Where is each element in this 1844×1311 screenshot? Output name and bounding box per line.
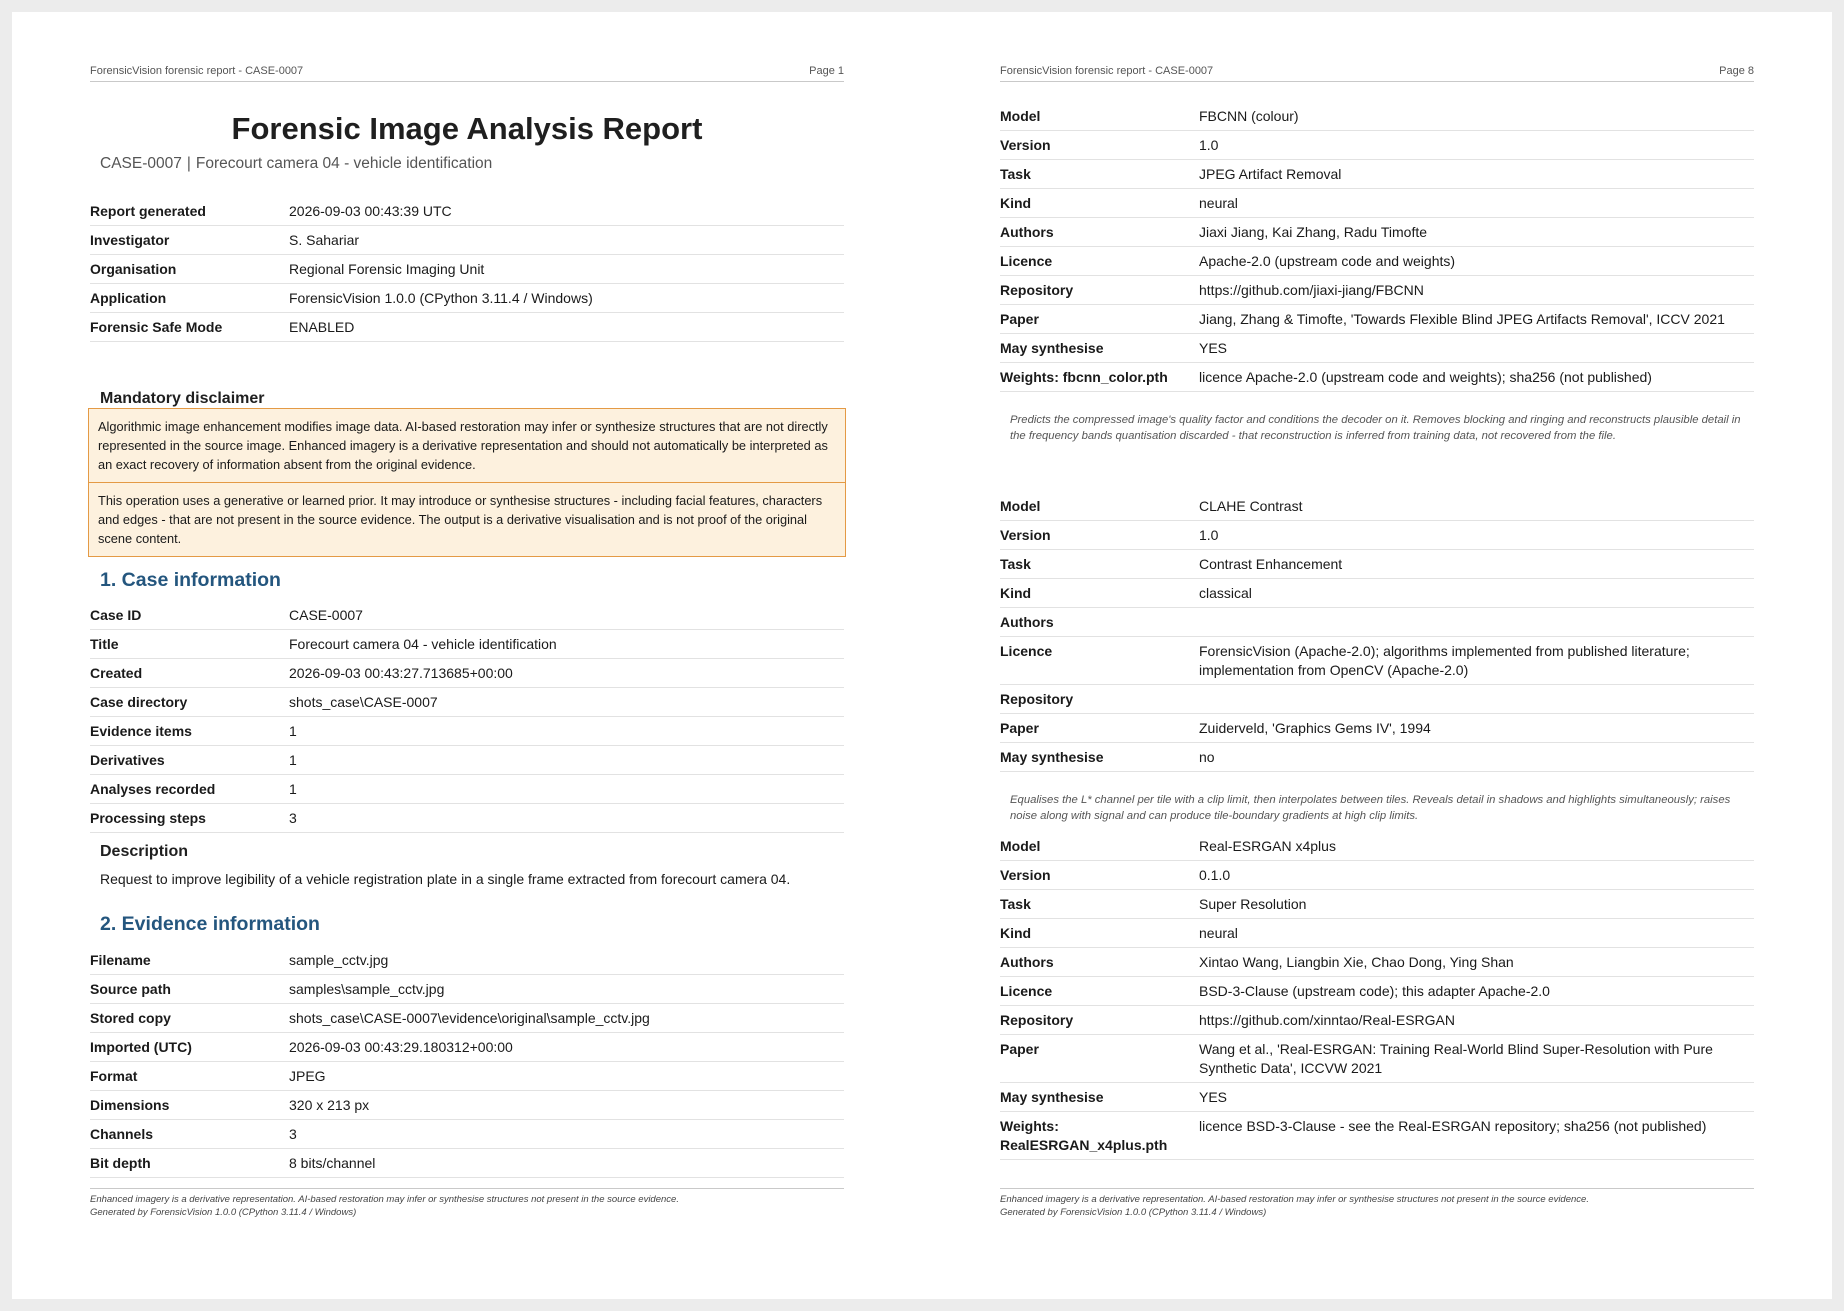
field-value: Real-ESRGAN x4plus (1199, 832, 1754, 861)
page-number: Page 8 (1719, 65, 1754, 77)
field-label: May synthesise (1000, 743, 1199, 772)
evidence-information-section (90, 946, 844, 1178)
field-value: 1.0 (1199, 521, 1754, 550)
table-row (1000, 714, 1754, 743)
field-label: Channels (90, 1120, 289, 1149)
field-value: 1.0 (1199, 131, 1754, 160)
field-value: 1 (289, 717, 844, 746)
table-row (90, 226, 844, 255)
footer-generator: Generated by ForensicVision 1.0.0 (CPython 3.11.4 / Windows) (1000, 1207, 1267, 1218)
field-label: Kind (1000, 919, 1199, 948)
field-value: shots_case\CASE-0007 (289, 688, 844, 717)
table-row (90, 659, 844, 688)
field-label: Licence (1000, 637, 1199, 685)
table-row (90, 630, 844, 659)
field-value: 3 (289, 1120, 844, 1149)
report-meta-section (90, 197, 844, 342)
table-row (1000, 919, 1754, 948)
field-label: Source path (90, 975, 289, 1004)
model-card-fbcnn (1000, 102, 1754, 444)
section-heading-case-information: 1. Case information (100, 569, 281, 591)
field-label: Version (1000, 521, 1199, 550)
field-value: 0.1.0 (1199, 861, 1754, 890)
table-row (1000, 363, 1754, 392)
report-meta-rows (90, 197, 844, 342)
case-information-rows (90, 601, 844, 833)
field-label: Report generated (90, 197, 289, 226)
table-row (90, 313, 844, 342)
field-label: Evidence items (90, 717, 289, 746)
field-value: shots_case\CASE-0007\evidence\original\sample_cctv.jpg (289, 1004, 844, 1033)
page-header (90, 65, 844, 82)
field-label: Filename (90, 946, 289, 975)
field-value: licence Apache-2.0 (upstream code and weights); sha256 (not published) (1199, 363, 1754, 392)
field-label: Application (90, 284, 289, 313)
subtitle-case-title: Forecourt camera 04 - vehicle identification (195, 155, 493, 172)
field-label: Paper (1000, 714, 1199, 743)
field-label: Model (1000, 102, 1199, 131)
evidence-information-rows (90, 946, 844, 1178)
table-row (90, 601, 844, 630)
footer-generator: Generated by ForensicVision 1.0.0 (CPython 3.11.4 / Windows) (90, 1207, 357, 1218)
page-footer (1000, 1188, 1754, 1219)
table-row (1000, 1112, 1754, 1160)
field-value: ForensicVision (Apache-2.0); algorithms implemented from published literature; implementation from OpenCV (Apache-2.0) (1199, 637, 1754, 685)
table-row (90, 775, 844, 804)
table-row (1000, 131, 1754, 160)
table-row (1000, 1083, 1754, 1112)
evidence-information-table (90, 946, 844, 1178)
field-value: Forecourt camera 04 - vehicle identification (289, 630, 844, 659)
field-value: CASE-0007 (289, 601, 844, 630)
field-value: neural (1199, 189, 1754, 218)
disclaimer-paragraph: This operation uses a generative or learned prior. It may introduce or synthesise structures - including facial features, characters and edges - that are not present in the source evidence. The output is a derivative visualisation and is not proof of the original scene content. (89, 482, 845, 556)
disclaimer-heading: Mandatory disclaimer (100, 390, 265, 407)
field-value: JPEG (289, 1062, 844, 1091)
disclaimer-paragraph: Algorithmic image enhancement modifies image data. AI-based restoration may infer or synthesize structures that are not directly represented in the source image. Enhanced imagery is a derivative representation and should not automatically be interpreted as an exact recovery of information absent from the original evidence. (98, 419, 828, 472)
field-label: Dimensions (90, 1091, 289, 1120)
field-value (1199, 608, 1754, 637)
table-row (90, 1062, 844, 1091)
field-label: Created (90, 659, 289, 688)
field-value: samples\sample_cctv.jpg (289, 975, 844, 1004)
report-viewer (12, 12, 1832, 1299)
table-row (1000, 890, 1754, 919)
table-row (1000, 492, 1754, 521)
model-table (1000, 492, 1754, 772)
field-value: Jiaxi Jiang, Kai Zhang, Radu Timofte (1199, 218, 1754, 247)
field-label: Task (1000, 890, 1199, 919)
model-rows (1000, 832, 1754, 1160)
table-row (1000, 160, 1754, 189)
table-row (90, 1120, 844, 1149)
description-heading: Description (100, 843, 189, 860)
table-row (90, 255, 844, 284)
model-rows (1000, 492, 1754, 772)
table-row (1000, 685, 1754, 714)
field-value: 2026-09-03 00:43:39 UTC (289, 197, 844, 226)
table-row (1000, 102, 1754, 131)
field-label: Paper (1000, 1035, 1199, 1083)
report-subtitle (100, 155, 492, 173)
table-row (1000, 948, 1754, 977)
field-label: Derivatives (90, 746, 289, 775)
field-label: May synthesise (1000, 1083, 1199, 1112)
description-text: Request to improve legibility of a vehicle registration plate in a single frame extracted from forecourt camera 04. (100, 871, 791, 887)
field-value: 2026-09-03 00:43:29.180312+00:00 (289, 1033, 844, 1062)
table-row (1000, 608, 1754, 637)
table-row (90, 804, 844, 833)
field-label: Model (1000, 832, 1199, 861)
field-label: Licence (1000, 247, 1199, 276)
field-value: classical (1199, 579, 1754, 608)
field-label: Case directory (90, 688, 289, 717)
field-label: Task (1000, 550, 1199, 579)
field-label: Authors (1000, 608, 1199, 637)
page-header (1000, 65, 1754, 82)
field-value: ForensicVision 1.0.0 (CPython 3.11.4 / Windows) (289, 284, 844, 313)
field-label: Weights: fbcnn_color.pth (1000, 363, 1199, 392)
page-footer (90, 1188, 844, 1219)
table-row (1000, 637, 1754, 685)
table-row (1000, 1006, 1754, 1035)
field-value: 320 x 213 px (289, 1091, 844, 1120)
model-card-real-esrgan (1000, 832, 1754, 1160)
table-row (1000, 276, 1754, 305)
table-row (90, 688, 844, 717)
table-row (1000, 521, 1754, 550)
page-number: Page 1 (809, 65, 844, 77)
table-row (1000, 861, 1754, 890)
field-value (1199, 685, 1754, 714)
field-label: Title (90, 630, 289, 659)
field-label: Bit depth (90, 1149, 289, 1178)
field-value: https://github.com/xinntao/Real-ESRGAN (1199, 1006, 1754, 1035)
field-label: Authors (1000, 218, 1199, 247)
field-label: Version (1000, 131, 1199, 160)
field-label: Processing steps (90, 804, 289, 833)
case-information-table (90, 601, 844, 833)
table-row (90, 284, 844, 313)
table-row (1000, 189, 1754, 218)
table-row (90, 1091, 844, 1120)
table-row (1000, 743, 1754, 772)
footer-disclaimer: Enhanced imagery is a derivative representation. AI-based restoration may infer or synthesise structures not present in the source evidence. (1000, 1194, 1589, 1205)
field-value: Jiang, Zhang & Timofte, 'Towards Flexible Blind JPEG Artifacts Removal', ICCV 2021 (1199, 305, 1754, 334)
field-value: YES (1199, 334, 1754, 363)
table-row (1000, 550, 1754, 579)
field-label: Organisation (90, 255, 289, 284)
field-value: 2026-09-03 00:43:27.713685+00:00 (289, 659, 844, 688)
field-value: Super Resolution (1199, 890, 1754, 919)
field-value: BSD-3-Clause (upstream code); this adapter Apache-2.0 (1199, 977, 1754, 1006)
field-value: Xintao Wang, Liangbin Xie, Chao Dong, Ying Shan (1199, 948, 1754, 977)
field-label: Repository (1000, 685, 1199, 714)
field-value: Zuiderveld, 'Graphics Gems IV', 1994 (1199, 714, 1754, 743)
model-note: Predicts the compressed image's quality factor and conditions the decoder on it. Removes blocking and ringing and reconstructs plausible detail in the frequency bands quantisation discarded - that reconstruction is inferred from training data, not recovered from the file. (1010, 414, 1741, 442)
field-label: Forensic Safe Mode (90, 313, 289, 342)
field-label: Task (1000, 160, 1199, 189)
field-value: JPEG Artifact Removal (1199, 160, 1754, 189)
field-label: Version (1000, 861, 1199, 890)
field-label: Repository (1000, 1006, 1199, 1035)
table-row (1000, 334, 1754, 363)
field-value: Contrast Enhancement (1199, 550, 1754, 579)
model-table (1000, 832, 1754, 1160)
field-value: neural (1199, 919, 1754, 948)
section-heading-evidence-information: 2. Evidence information (100, 913, 320, 935)
model-note: Equalises the L* channel per tile with a clip limit, then interpolates between tiles. Reveals detail in shadows and highlights simultaneously; raises noise along with signal and can produce tile-boundary gradients at high clip limits. (1010, 794, 1731, 822)
field-value: licence BSD-3-Clause - see the Real-ESRGAN repository; sha256 (not published) (1199, 1112, 1754, 1160)
field-value: YES (1199, 1083, 1754, 1112)
table-row (1000, 247, 1754, 276)
footer-disclaimer: Enhanced imagery is a derivative representation. AI-based restoration may infer or synthesise structures not present in the source evidence. (90, 1194, 679, 1205)
table-row (90, 946, 844, 975)
table-row (90, 975, 844, 1004)
field-label: Investigator (90, 226, 289, 255)
field-value: 1 (289, 746, 844, 775)
table-row (90, 746, 844, 775)
field-value: S. Sahariar (289, 226, 844, 255)
field-value: sample_cctv.jpg (289, 946, 844, 975)
model-card-clahe (1000, 492, 1754, 824)
table-row (90, 1033, 844, 1062)
field-label: Model (1000, 492, 1199, 521)
field-label: Authors (1000, 948, 1199, 977)
field-label: Case ID (90, 601, 289, 630)
table-row (90, 1004, 844, 1033)
table-row (1000, 832, 1754, 861)
field-label: Format (90, 1062, 289, 1091)
field-value: FBCNN (colour) (1199, 102, 1754, 131)
field-value: 3 (289, 804, 844, 833)
field-value: https://github.com/jiaxi-jiang/FBCNN (1199, 276, 1754, 305)
table-row (1000, 218, 1754, 247)
disclaimer-box (88, 408, 846, 557)
table-row (1000, 305, 1754, 334)
field-value: CLAHE Contrast (1199, 492, 1754, 521)
field-value: 8 bits/channel (289, 1149, 844, 1178)
field-label: Imported (UTC) (90, 1033, 289, 1062)
field-label: Paper (1000, 305, 1199, 334)
field-label: Repository (1000, 276, 1199, 305)
table-row (1000, 579, 1754, 608)
field-value: 1 (289, 775, 844, 804)
field-value: Wang et al., 'Real-ESRGAN: Training Real-World Blind Super-Resolution with Pure Synthetic Data', ICCVW 2021 (1199, 1035, 1754, 1083)
field-label: Analyses recorded (90, 775, 289, 804)
field-label: Licence (1000, 977, 1199, 1006)
model-table (1000, 102, 1754, 392)
report-meta-table (90, 197, 844, 342)
field-label: Kind (1000, 189, 1199, 218)
table-row (90, 717, 844, 746)
field-value: no (1199, 743, 1754, 772)
table-row (90, 1149, 844, 1178)
field-value: Apache-2.0 (upstream code and weights) (1199, 247, 1754, 276)
table-row (1000, 1035, 1754, 1083)
field-label: May synthesise (1000, 334, 1199, 363)
subtitle-separator: | (186, 155, 191, 172)
header-title: ForensicVision forensic report - CASE-0007 (90, 65, 304, 77)
field-value: Regional Forensic Imaging Unit (289, 255, 844, 284)
field-value: ENABLED (289, 313, 844, 342)
model-rows (1000, 102, 1754, 392)
field-label: Kind (1000, 579, 1199, 608)
subtitle-case-id: CASE-0007 (100, 155, 182, 172)
field-label: Weights: RealESRGAN_x4plus.pth (1000, 1112, 1199, 1160)
header-title: ForensicVision forensic report - CASE-0007 (1000, 65, 1214, 77)
table-row (1000, 977, 1754, 1006)
case-information-section (90, 601, 844, 833)
report-title: Forensic Image Analysis Report (231, 111, 703, 146)
table-row (90, 197, 844, 226)
field-label: Stored copy (90, 1004, 289, 1033)
